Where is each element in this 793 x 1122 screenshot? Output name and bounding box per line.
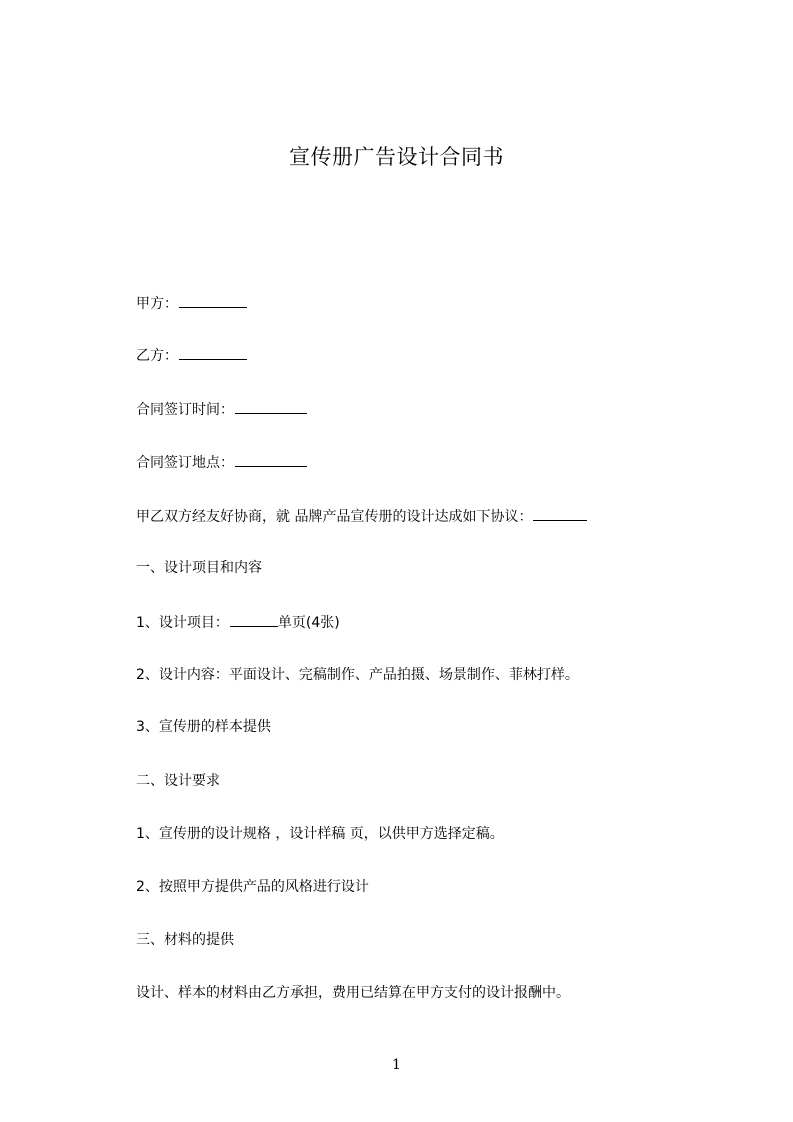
sign-time-blank [235,398,307,414]
section1-item1-prefix: 1、设计项目： [136,615,229,631]
section1-item1 [136,611,340,633]
intro-line [136,505,587,527]
section1-item1-blank [230,611,278,627]
section1-item3: 3、宣传册的样本提供 [136,719,271,735]
sign-time-line [136,398,307,420]
section2-heading: 二、设计要求 [136,773,220,789]
section1-item1-suffix: 单页(4张) [277,615,340,631]
section2-item1: 1、宣传册的设计规格 ，设计样稿 页，以供甲方选择定稿。 [136,826,504,842]
intro-text: 甲乙双方经友好协商，就 品牌产品宣传册的设计达成如下协议： [136,509,533,525]
section2-item2: 2、按照甲方提供产品的风格进行设计 [136,879,369,895]
party-b-label: 乙方： [136,348,178,364]
section1-heading: 一、设计项目和内容 [136,560,262,576]
party-b-line [136,344,247,366]
sign-time-label: 合同签订时间： [136,402,234,418]
party-a-line [136,292,247,314]
sign-place-line [136,451,307,473]
party-b-blank [179,344,247,360]
section3-text: 设计、样本的材料由乙方承担，费用已结算在甲方支付的设计报酬中。 [136,985,570,1001]
section1-item2: 2、设计内容：平面设计、完稿制作、产品拍摄、场景制作、菲林打样。 [136,667,579,683]
sign-place-blank [235,451,307,467]
party-a-blank [179,292,247,308]
intro-blank [533,505,587,521]
section3-heading: 三、材料的提供 [136,932,234,948]
party-a-label: 甲方： [136,296,178,312]
page-title: 宣传册广告设计合同书 [289,145,504,169]
page-number: 1 [392,1057,401,1073]
sign-place-label: 合同签订地点： [136,455,234,471]
